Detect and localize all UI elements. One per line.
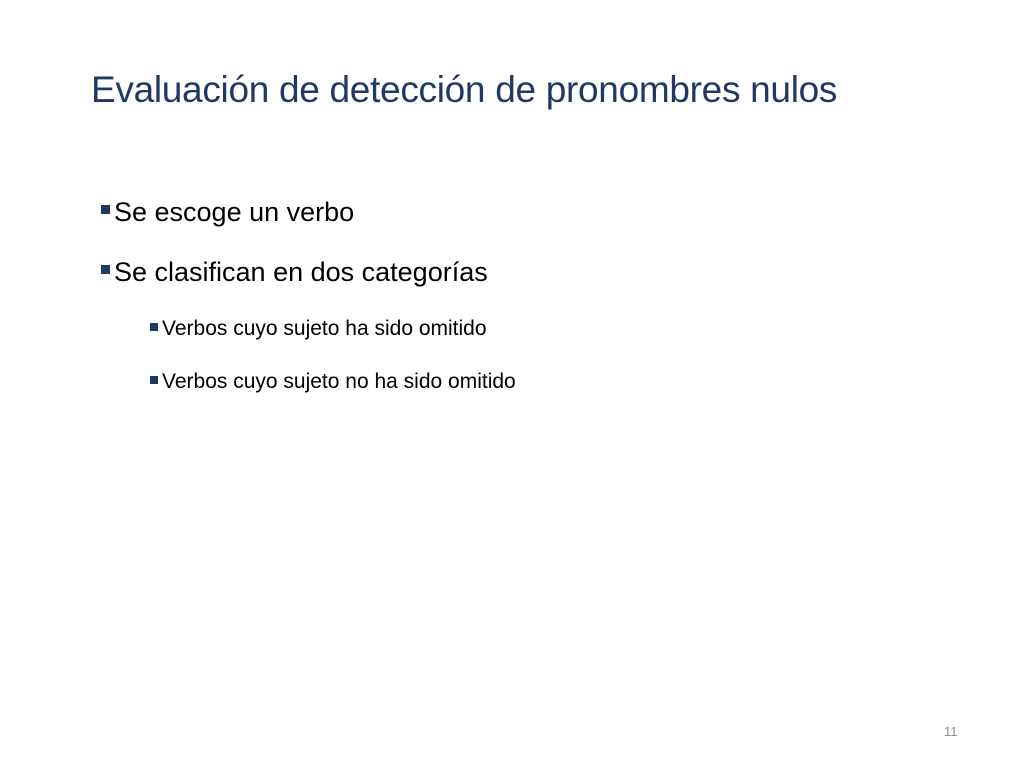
square-bullet-icon — [150, 376, 158, 384]
bullet-text: Se escoge un verbo — [114, 196, 355, 227]
bullet-item — [101, 192, 354, 232]
sub-bullet-item — [150, 366, 516, 398]
sub-bullet-item — [150, 313, 487, 345]
slide-title: Evaluación de detección de pronombres nulos — [91, 69, 838, 110]
bullet-text: Se clasifican en dos categorías — [114, 256, 488, 287]
square-bullet-icon — [150, 323, 158, 331]
square-bullet-icon — [101, 265, 110, 274]
square-bullet-icon — [101, 205, 110, 214]
page-number: 11 — [944, 724, 958, 739]
sub-bullet-text: Verbos cuyo sujeto ha sido omitido — [162, 317, 487, 340]
bullet-item — [101, 252, 488, 292]
sub-bullet-text: Verbos cuyo sujeto no ha sido omitido — [162, 370, 516, 393]
